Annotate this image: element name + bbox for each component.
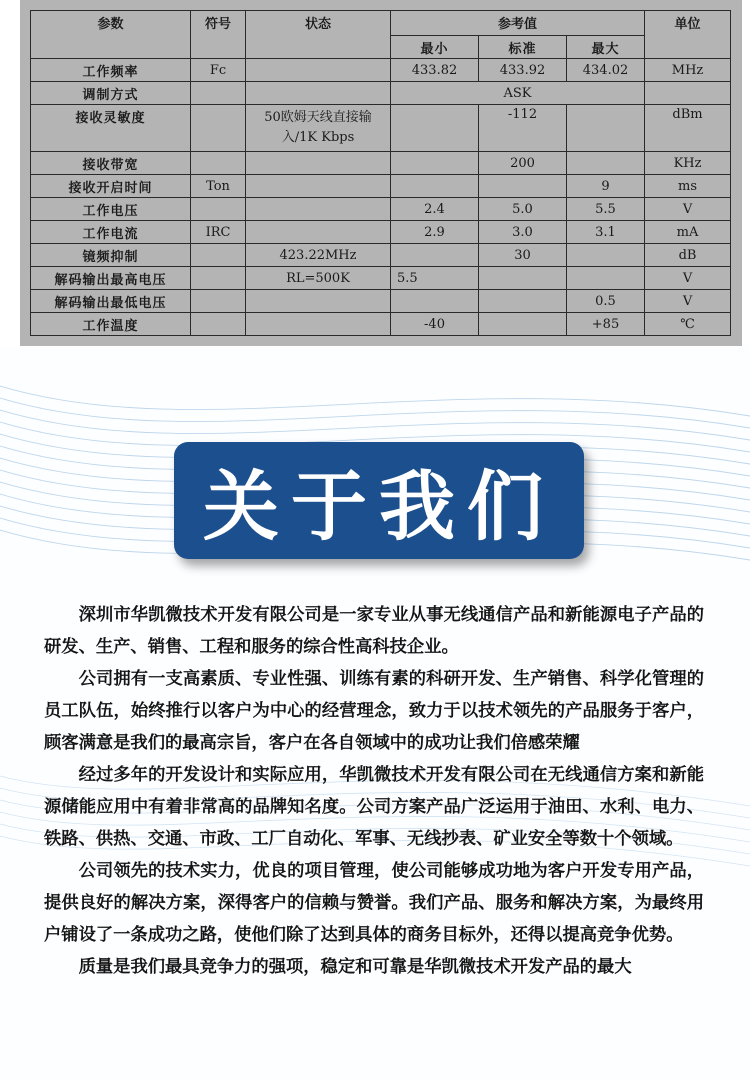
- cell-min: 2.9: [391, 221, 479, 244]
- cell-condition: [246, 221, 391, 244]
- cell-unit: dB: [645, 244, 731, 267]
- cell-condition: [246, 59, 391, 82]
- about-paragraph: 经过多年的开发设计和实际应用，华凯微技术开发有限公司在无线通信方案和新能源储能应用中有着非常高的品牌知名度。公司方案产品广泛运用于油田、水利、电力、铁路、供热、交通、市政、工厂自动化、军事、无线抄表、矿业安全等数十个领域。: [44, 765, 704, 849]
- cell-max: 3.1: [567, 221, 645, 244]
- cell-unit: ℃: [645, 313, 731, 336]
- cell-param: 接收开启时间: [31, 175, 191, 198]
- table-row: [31, 175, 731, 198]
- cell-param: 工作电压: [31, 198, 191, 221]
- cell-typ: [479, 290, 567, 313]
- table-row: [31, 59, 731, 82]
- cell-min: 433.82: [391, 59, 479, 82]
- spec-table-panel: [20, 0, 742, 346]
- table-row: [31, 313, 731, 336]
- cell-symbol: [191, 313, 246, 336]
- cell-min: -40: [391, 313, 479, 336]
- cell-condition: [246, 82, 391, 105]
- cell-typ: [479, 175, 567, 198]
- cell-merged-value: ASK: [391, 82, 645, 105]
- about-paragraph: 公司拥有一支高素质、专业性强、训练有素的科研开发、生产销售、科学化管理的员工队伍，始终推行以客户为中心的经营理念，致力于以技术领先的产品服务于客户，顾客满意是我们的最高宗旨，客户在各自领域中的成功让我们倍感荣耀: [44, 669, 704, 753]
- cell-min: [391, 175, 479, 198]
- cell-condition: [246, 198, 391, 221]
- cell-min: [391, 152, 479, 175]
- cell-condition: [246, 152, 391, 175]
- cell-symbol: [191, 267, 246, 290]
- cell-symbol: [191, 198, 246, 221]
- cell-condition: [246, 290, 391, 313]
- cell-unit: dBm: [645, 105, 731, 152]
- cell-unit: V: [645, 290, 731, 313]
- cell-symbol: [191, 152, 246, 175]
- spec-table: [30, 10, 731, 336]
- cell-param: 接收带宽: [31, 152, 191, 175]
- cell-param: 解码输出最高电压: [31, 267, 191, 290]
- cell-typ: [479, 267, 567, 290]
- header-typ: 标准: [479, 36, 567, 59]
- cell-max: [567, 152, 645, 175]
- about-text: [44, 599, 704, 983]
- cell-typ: [479, 313, 567, 336]
- cell-unit: MHz: [645, 59, 731, 82]
- cell-max: [567, 105, 645, 152]
- cell-param: 工作温度: [31, 313, 191, 336]
- cell-unit: ms: [645, 175, 731, 198]
- table-row: [31, 221, 731, 244]
- cell-min: 5.5: [391, 267, 479, 290]
- cell-max: 9: [567, 175, 645, 198]
- cell-typ: 433.92: [479, 59, 567, 82]
- cell-symbol: IRC: [191, 221, 246, 244]
- cell-param: 工作电流: [31, 221, 191, 244]
- cell-unit: V: [645, 267, 731, 290]
- cell-symbol: [191, 244, 246, 267]
- cell-typ: 3.0: [479, 221, 567, 244]
- header-min: 最小: [391, 36, 479, 59]
- cell-max: [567, 244, 645, 267]
- table-header-row: [31, 11, 731, 36]
- cell-param: 接收灵敏度: [31, 105, 191, 152]
- table-row: [31, 105, 731, 152]
- cell-symbol: [191, 82, 246, 105]
- cell-symbol: [191, 290, 246, 313]
- cell-max: 5.5: [567, 198, 645, 221]
- table-row: [31, 244, 731, 267]
- cell-condition: 423.22MHz: [246, 244, 391, 267]
- cell-min: 2.4: [391, 198, 479, 221]
- cell-unit: KHz: [645, 152, 731, 175]
- table-row: [31, 267, 731, 290]
- about-paragraph: 深圳市华凯微技术开发有限公司是一家专业从事无线通信产品和新能源电子产品的研发、生产、销售、工程和服务的综合性高科技企业。: [44, 605, 704, 657]
- header-condition: 状态: [246, 11, 391, 59]
- cell-condition: [246, 175, 391, 198]
- cell-max: 434.02: [567, 59, 645, 82]
- cell-max: 0.5: [567, 290, 645, 313]
- header-symbol: 符号: [191, 11, 246, 59]
- header-reference: 参考值: [391, 11, 645, 36]
- cell-max: [567, 267, 645, 290]
- cell-min: [391, 105, 479, 152]
- about-title: 关于我们: [203, 462, 555, 551]
- cell-max: +85: [567, 313, 645, 336]
- cell-unit: [645, 82, 731, 105]
- header-unit: 单位: [645, 11, 731, 59]
- cell-typ: -112: [479, 105, 567, 152]
- cell-condition: 50欧姆天线直接输入/1K Kbps: [246, 105, 391, 152]
- about-title-banner: [174, 442, 584, 559]
- cell-symbol: Ton: [191, 175, 246, 198]
- cell-unit: V: [645, 198, 731, 221]
- cell-min: [391, 290, 479, 313]
- cell-symbol: Fc: [191, 59, 246, 82]
- table-row: [31, 290, 731, 313]
- cell-condition: [246, 313, 391, 336]
- cell-param: 调制方式: [31, 82, 191, 105]
- cell-unit: mA: [645, 221, 731, 244]
- about-paragraph: 公司领先的技术实力，优良的项目管理，使公司能够成功地为客户开发专用产品，提供良好的解决方案，深得客户的信赖与赞誉。我们产品、服务和解决方案，为最终用户铺设了一条成功之路，使他们除了达到具体的商务目标外，还得以提高竞争优势。: [44, 861, 704, 945]
- table-row: [31, 198, 731, 221]
- cell-condition: RL=500K: [246, 267, 391, 290]
- header-param: 参数: [31, 11, 191, 59]
- cell-param: 镜频抑制: [31, 244, 191, 267]
- cell-param: 解码输出最低电压: [31, 290, 191, 313]
- about-section: [0, 346, 750, 1081]
- header-max: 最大: [567, 36, 645, 59]
- table-row: [31, 82, 731, 105]
- cell-param: 工作频率: [31, 59, 191, 82]
- about-paragraph: 质量是我们最具竞争力的强项，稳定和可靠是华凯微技术开发产品的最大: [78, 957, 632, 977]
- cell-typ: 200: [479, 152, 567, 175]
- cell-typ: 30: [479, 244, 567, 267]
- cell-symbol: [191, 105, 246, 152]
- cell-typ: 5.0: [479, 198, 567, 221]
- cell-min: [391, 244, 479, 267]
- table-row: [31, 152, 731, 175]
